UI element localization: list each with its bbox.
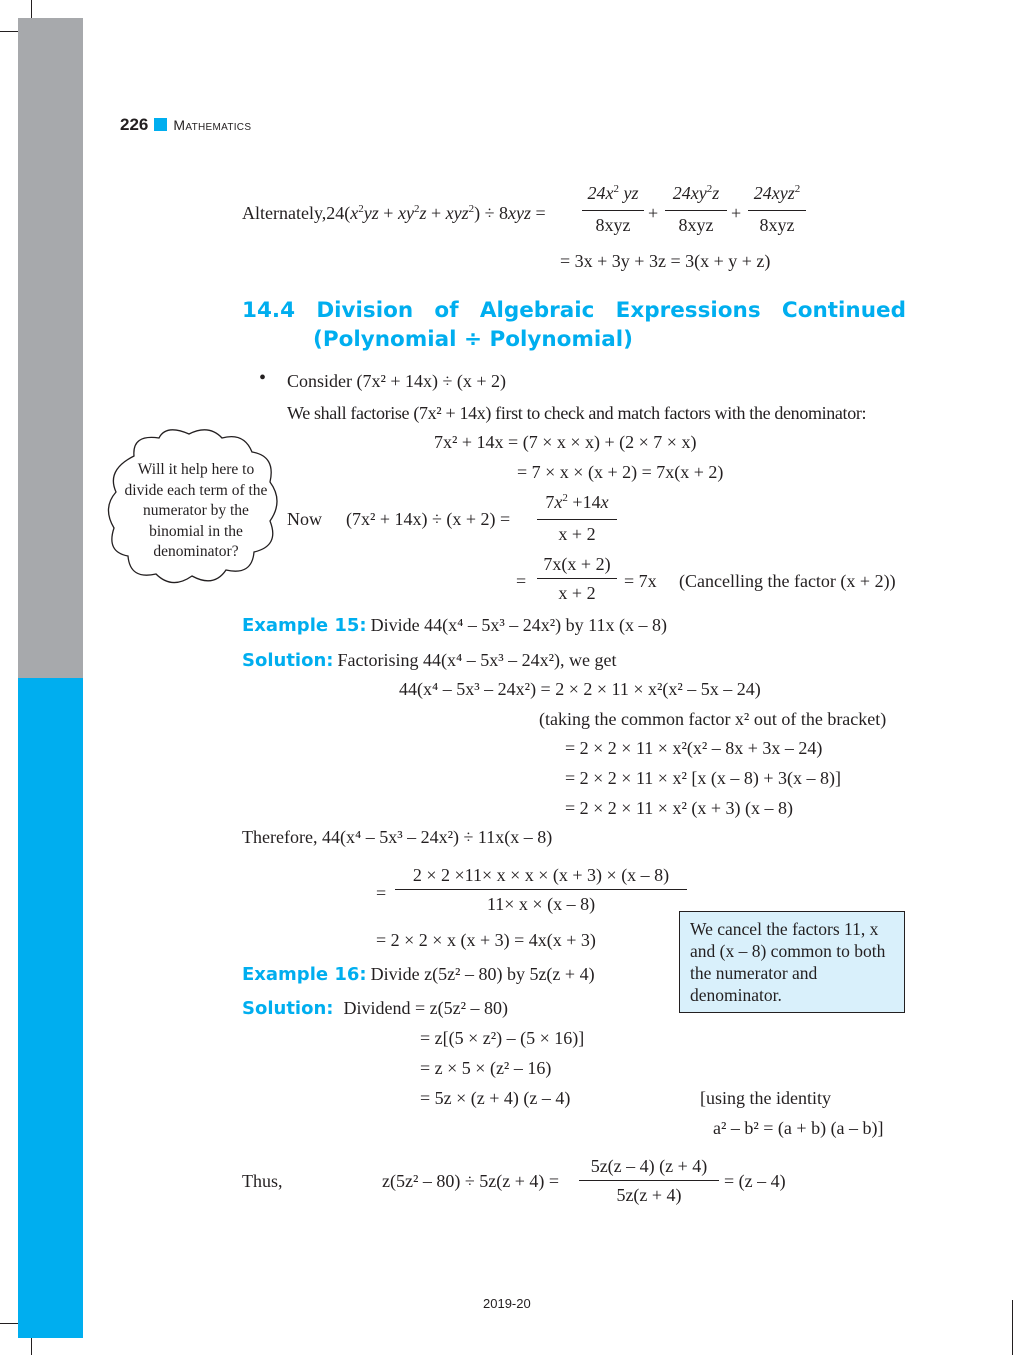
alt-fraction-1: $24x^2$ yz 8xyz xyxy=(582,182,644,236)
solution-label: Solution: xyxy=(242,650,334,671)
ex15-line-2: (taking the common factor x² out of the bracket) xyxy=(539,709,887,729)
page-number: 226 xyxy=(120,115,149,134)
plus-sign: + xyxy=(731,203,742,223)
now-fraction: $7x^2 +14x$ x + 2 xyxy=(537,491,617,545)
ex16-line-1: = z[(5 × z²) – (5 × 16)] xyxy=(420,1028,585,1048)
header-square-icon xyxy=(154,118,167,131)
ex15-big-fraction: 2 × 2 ×11× x × x × (x + 3) × (x – 8) 11× x × (x – 8) xyxy=(395,864,687,915)
now-lhs: (7x² + 14x) ÷ (x + 2) = xyxy=(346,509,511,529)
ex15-line-1: 44(x⁴ – 5x³ – 24x²) = 2 × 2 × 11 × x²(x² – 5x – 24) xyxy=(399,679,761,699)
alternately-lhs: $Alternately,24(x^2yz + xy^2z + xyz^2) \div 8xyz$ = xyxy=(242,203,546,223)
identity-note-1: [using the identity xyxy=(700,1088,831,1108)
example-text: Divide 44(x⁴ – 5x³ – 24x²) by 11x (x – 8) xyxy=(370,615,667,635)
example-label: Example 15: xyxy=(242,615,367,636)
solution-15 xyxy=(242,649,617,671)
crop-mark xyxy=(0,1323,18,1324)
crop-mark xyxy=(31,1337,32,1355)
therefore-line: Therefore, 44(x⁴ – 5x³ – 24x²) ÷ 11x(x – 8) xyxy=(242,827,553,847)
equals-sign: = xyxy=(376,883,387,903)
thus-rhs: = (z – 4) xyxy=(724,1171,786,1191)
alt-fraction-2: $24xy^2z$ 8xyz xyxy=(665,182,727,236)
equals-sign: = xyxy=(516,571,527,591)
identity-note-2: a² – b² = (a + b) (a – b)] xyxy=(713,1118,884,1138)
cancel-rhs: = 7x xyxy=(624,571,657,591)
sidebar-blue-band xyxy=(18,678,83,1338)
cancel-note: (Cancelling the factor (x + 2)) xyxy=(679,571,896,591)
sidebar-grey-band xyxy=(18,18,83,678)
solution-label: Solution: xyxy=(242,998,334,1019)
section-heading: 14.4 Division of Algebraic Expressions Continued xyxy=(242,298,906,323)
example-label: Example 16: xyxy=(242,964,367,985)
step-1: 7x² + 14x = (7 × x × x) + (2 × 7 × x) xyxy=(434,432,697,452)
crop-mark xyxy=(0,31,18,32)
example-15 xyxy=(242,614,667,636)
thought-bubble-text: Will it help here to divide each term of the numerator by the binomial in the denominator? xyxy=(124,461,268,560)
thus-lhs: z(5z² – 80) ÷ 5z(z + 4) = xyxy=(382,1171,560,1191)
ex15-result: = 2 × 2 × x (x + 3) = 4x(x + 3) xyxy=(376,930,596,950)
dividend-text: Dividend = z(5z² – 80) xyxy=(343,998,508,1018)
ex15-line-5: = 2 × 2 × 11 × x² (x + 3) (x – 8) xyxy=(565,798,793,818)
solution-text: Factorising 44(x⁴ – 5x³ – 24x²), we get xyxy=(337,650,617,670)
solution-16 xyxy=(242,997,508,1019)
cancel-fraction: 7x(x + 2) x + 2 xyxy=(537,553,617,604)
example-16 xyxy=(242,963,595,985)
bullet: • xyxy=(259,367,267,389)
running-header xyxy=(120,115,251,135)
ex15-line-4: = 2 × 2 × 11 × x² [x (x – 8) + 3(x – 8)] xyxy=(565,768,841,788)
note-box: We cancel the factors 11, x and (x – 8) common to both the numerator and denominator. xyxy=(679,911,905,1013)
ex16-line-2: = z × 5 × (z² – 16) xyxy=(420,1058,552,1078)
now-label: Now xyxy=(287,509,322,529)
alternately-result: = 3x + 3y + 3z = 3(x + y + z) xyxy=(560,251,771,271)
example-text: Divide z(5z² – 80) by 5z(z + 4) xyxy=(370,964,595,984)
step-2: = 7 × x × (x + 2) = 7x(x + 2) xyxy=(517,462,724,482)
ex16-line-3: = 5z × (z + 4) (z – 4) xyxy=(420,1088,571,1108)
footer-year: 2019-20 xyxy=(483,1296,531,1311)
thus-label: Thus, xyxy=(242,1171,283,1191)
ex15-line-3: = 2 × 2 × 11 × x²(x² – 8x + 3x – 24) xyxy=(565,738,823,758)
thus-fraction: 5z(z – 4) (z + 4) 5z(z + 4) xyxy=(579,1155,719,1206)
crop-mark xyxy=(1012,1300,1013,1355)
section-heading-sub: (Polynomial ÷ Polynomial) xyxy=(313,327,633,352)
alt-fraction-3: 24xyz$^2$ 8xyz xyxy=(748,182,806,236)
header-title: Mathematics xyxy=(173,117,252,133)
plus-sign: + xyxy=(648,203,659,223)
crop-mark xyxy=(31,0,32,18)
consider-line: Consider (7x² + 14x) ÷ (x + 2) xyxy=(287,371,507,391)
factorise-line: We shall factorise (7x² + 14x) first to check and match factors with the denominator: xyxy=(287,403,867,423)
